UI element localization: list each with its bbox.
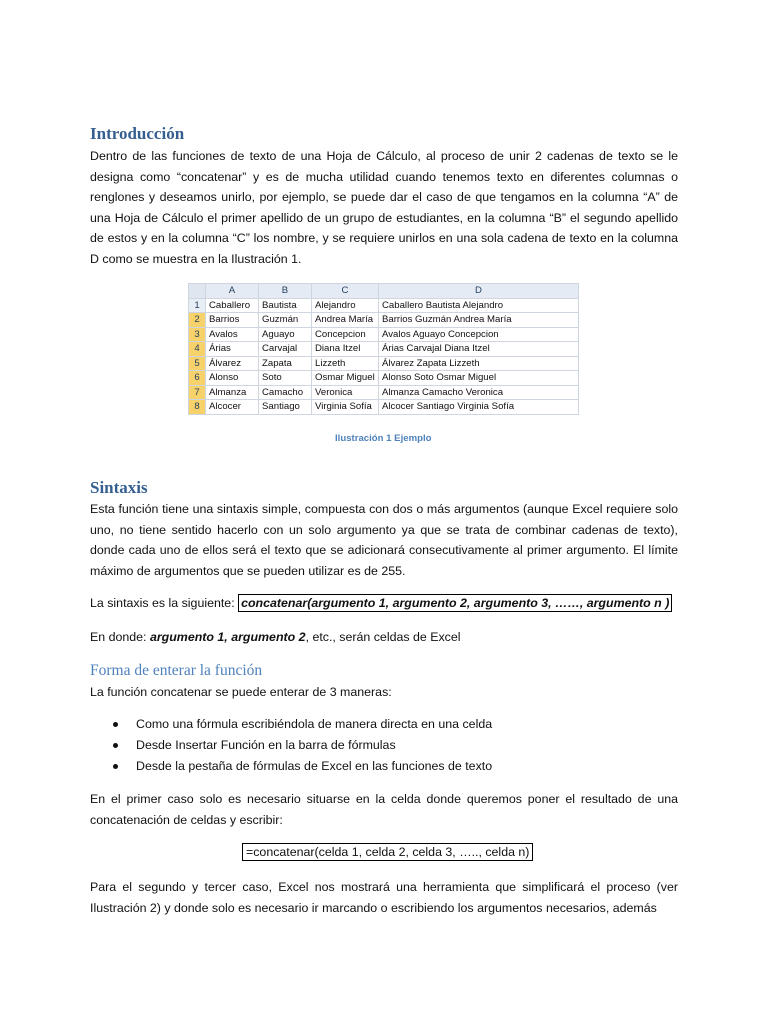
cell: Álvarez bbox=[206, 356, 259, 371]
column-header: C bbox=[312, 284, 379, 299]
syntax-formula: concatenar(argumento 1, argumento 2, argumento 3, ……, argumento n ) bbox=[241, 596, 670, 610]
row-number: 8 bbox=[189, 400, 206, 415]
case1-paragraph: En el primer caso solo es necesario situarse en la celda donde queremos poner el resultado de una concatenación de celdas y escribir: bbox=[90, 792, 678, 827]
cell: Avalos bbox=[206, 327, 259, 342]
cell: Carvajal bbox=[259, 342, 312, 357]
cell: Osmar Miguel bbox=[312, 371, 379, 386]
cell: Aguayo bbox=[259, 327, 312, 342]
select-all-corner bbox=[189, 284, 206, 299]
cell: Barrios bbox=[206, 313, 259, 328]
column-header: A bbox=[206, 284, 259, 299]
cell: Almanza Camacho Veronica bbox=[379, 385, 579, 400]
syntax-heading: Sintaxis bbox=[90, 478, 148, 497]
where-args: argumento 1, argumento 2 bbox=[149, 630, 306, 644]
syntax-line bbox=[90, 593, 678, 614]
column-header-row bbox=[189, 284, 579, 299]
cell: Santiago bbox=[259, 400, 312, 415]
cell: Caballero Bautista Alejandro bbox=[379, 298, 579, 313]
syntax-paragraph: Esta función tiene una sintaxis simple, compuesta con dos o más argumentos (aunque Excel requiere solo uno, no tiene sentido hacerlo con un solo argumento ya que se trata de combinar cadenas de texto), donde cada uno de ellos será el texto que se adicionará consecutivamente al primer argumento. El límite máximo de argumentos que se pueden utilizar es de 255. bbox=[90, 502, 678, 578]
bullet-icon bbox=[113, 722, 118, 727]
row-number: 6 bbox=[189, 371, 206, 386]
table-row bbox=[189, 298, 579, 313]
where-suffix: , etc., serán celdas de Excel bbox=[305, 630, 461, 644]
column-header: D bbox=[379, 284, 579, 299]
table-row bbox=[189, 400, 579, 415]
bullet-icon bbox=[113, 764, 118, 769]
cell: Árias bbox=[206, 342, 259, 357]
row-number: 1 bbox=[189, 298, 206, 313]
cell: Alcocer Santiago Virginia Sofía bbox=[379, 400, 579, 415]
intro-heading: Introducción bbox=[90, 124, 185, 143]
where-line bbox=[90, 627, 678, 648]
cell: Alcocer bbox=[206, 400, 259, 415]
cell: Concepcion bbox=[312, 327, 379, 342]
where-prefix: En donde: bbox=[90, 630, 147, 644]
cell: Veronica bbox=[312, 385, 379, 400]
cell: Almanza bbox=[206, 385, 259, 400]
cell: Álvarez Zapata Lizzeth bbox=[379, 356, 579, 371]
row-number: 2 bbox=[189, 313, 206, 328]
table-row bbox=[189, 342, 579, 357]
cell: Zapata bbox=[259, 356, 312, 371]
row-number: 5 bbox=[189, 356, 206, 371]
table-row bbox=[189, 356, 579, 371]
cell: Árias Carvajal Diana Itzel bbox=[379, 342, 579, 357]
column-header: B bbox=[259, 284, 312, 299]
cell: Avalos Aguayo Concepcion bbox=[379, 327, 579, 342]
intro-paragraph: Dentro de las funciones de texto de una Hoja de Cálculo, al proceso de unir 2 cadenas de texto se le designa como “concatenar” y es de mucha utilidad cuando tenemos texto en diferentes columnas o renglones y deseamos unirlo, por ejemplo, se puede dar el caso de que tengamos en la columna “A” de una Hoja de Cálculo el primer apellido de un grupo de estudiantes, en la columna “B” el segundo apellido de estos y en la columna “C” los nombre, y se requiere unirlos en una sola cadena de texto en la columna D como se muestra en la Ilustración 1. bbox=[90, 149, 678, 266]
row-number: 4 bbox=[189, 342, 206, 357]
table-row bbox=[189, 371, 579, 386]
list-item: Como una fórmula escribiéndola de manera directa en una celda bbox=[90, 714, 492, 735]
table-row bbox=[189, 313, 579, 328]
cell: Lizzeth bbox=[312, 356, 379, 371]
spreadsheet-illustration bbox=[188, 283, 579, 415]
bullet-icon bbox=[113, 743, 118, 748]
row-number: 3 bbox=[189, 327, 206, 342]
cell: Virginia Sofía bbox=[312, 400, 379, 415]
cell: Alonso Soto Osmar Miguel bbox=[379, 371, 579, 386]
row-number: 7 bbox=[189, 385, 206, 400]
case2-paragraph: Para el segundo y tercer caso, Excel nos mostrará una herramienta que simplificará el proceso (ver Ilustración 2) y donde solo es necesario ir marcando o escribiendo los argumentos necesarios, además bbox=[90, 880, 678, 915]
syntax-formula-box bbox=[238, 594, 672, 612]
figure-caption: Ilustración 1 Ejemplo bbox=[335, 433, 432, 444]
cell: Andrea María bbox=[312, 313, 379, 328]
concat-formula-box: =concatenar(celda 1, celda 2, celda 3, ….., celda n) bbox=[242, 843, 533, 861]
cell: Soto bbox=[259, 371, 312, 386]
list-item: Desde la pestaña de fórmulas de Excel en las funciones de texto bbox=[90, 756, 492, 777]
cell: Bautista bbox=[259, 298, 312, 313]
form-intro: La función concatenar se puede enterar de 3 maneras: bbox=[90, 685, 392, 699]
cell: Diana Itzel bbox=[312, 342, 379, 357]
cell: Alonso bbox=[206, 371, 259, 386]
table-row bbox=[189, 327, 579, 342]
cell: Barrios Guzmán Andrea María bbox=[379, 313, 579, 328]
list-item: Desde Insertar Función en la barra de fórmulas bbox=[90, 735, 492, 756]
bullet-list bbox=[90, 714, 492, 777]
cell: Alejandro bbox=[312, 298, 379, 313]
cell: Caballero bbox=[206, 298, 259, 313]
syntax-line-label: La sintaxis es la siguiente: bbox=[90, 596, 235, 610]
cell: Camacho bbox=[259, 385, 312, 400]
form-heading: Forma de enterar la función bbox=[90, 662, 263, 679]
table-row bbox=[189, 385, 579, 400]
cell: Guzmán bbox=[259, 313, 312, 328]
